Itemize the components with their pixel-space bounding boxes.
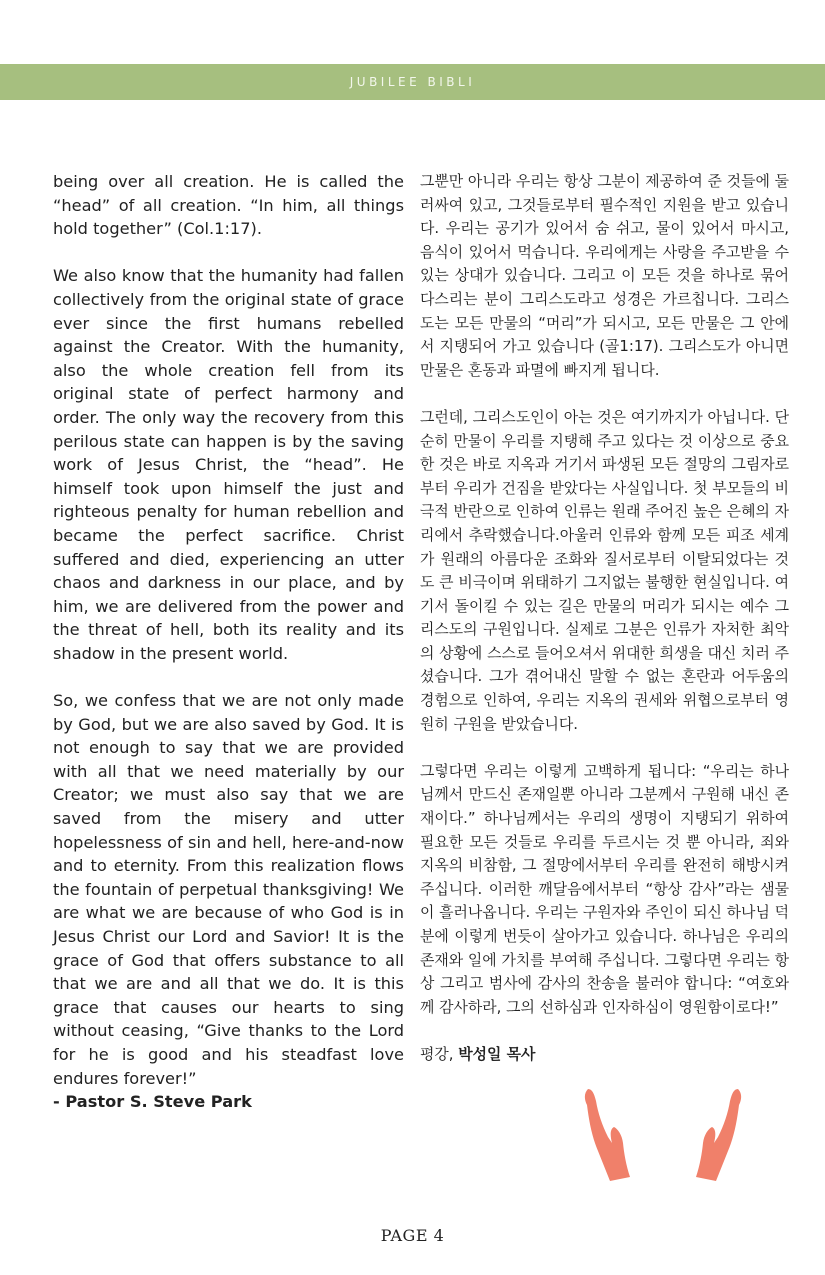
korean-signature-name: 박성일 목사	[458, 1044, 536, 1063]
newsletter-title: JUBILEE BIBLI	[349, 75, 476, 89]
right-hand-shape	[696, 1089, 741, 1181]
korean-paragraph-2: 그런데, 그리스도인이 아는 것은 여기까지가 아닙니다. 단순히 만물이 우리를 지탱해 주고 있다는 것 이상으로 중요한 것은 바로 지옥과 거기서 파생된 모든 절망의 그림자로부터 우리가 건짐을 받았다는 사실입니다. 첫 부모들의 비극적 반란으로 인하여 인류는 원래 주어진 높은 은혜의 자리에서 추락했습니다.아울러 인류와 함께 모든 피조 세계가 원래의 아름다운 조화와 질서로부터 이탈되었다는 것도 큰 비극이며 위태하기 그지없는 불행한 현실입니다. 여기서 돌이킬 수 있는 길은 만물의 머리가 되시는 예수 그리스도의 구원입니다. 실제로 그분은 인류가 자처한 최악의 상황에 스스로 들어오셔서 위대한 희생을 대신 치러 주셨습니다. 그가 겪어내신 말할 수 없는 혼란과 어두움의 경험으로 인하여, 우리는 지옥의 권세와 위협으로부터 영원히 구원을 받았습니다.	[420, 407, 789, 733]
english-signature: - Pastor S. Steve Park	[53, 1092, 252, 1112]
korean-column	[420, 170, 789, 1067]
header-band	[0, 64, 825, 100]
english-paragraph-2: We also know that the humanity had fallen collectively from the original state of grace ever since the first humans rebelled against the Creator. With the humanity, also the whole creation fell from its original state of perfect harmony and order. The only way the recovery from this perilous state can happen is by the saving work of Jesus Christ, the “head”. He himself took upon himself the just and righteous penalty for human rebellion and became the perfect sacrifice. Christ suffered and died, experiencing an utter chaos and darkness in our place, and by him, we are delivered from the power and the threat of hell, both its reality and its shadow in the present world.	[53, 266, 404, 663]
korean-paragraph-1: 그뿐만 아니라 우리는 항상 그분이 제공하여 준 것들에 둘러싸여 있고, 그것들로부터 필수적인 지원을 받고 있습니다. 우리는 공기가 있어서 숨 쉬고, 물이 있어서 마시고, 음식이 있어서 먹습니다. 우리에게는 사랑을 주고받을 수 있는 상대가 있습니다. 그리고 이 모든 것을 하나로 묶어 다스리는 분이 그리스도라고 성경은 가르칩니다. 그리스도는 모든 만물의 “머리”가 되시고, 모든 만물은 그 안에서 지탱되어 가고 있습니다 (골1:17). 그리스도가 아니면 만물은 혼동과 파멸에 빠지게 됩니다.	[420, 172, 789, 379]
english-paragraph-1: being over all creation. He is called the “head” of all creation. “In him, all things hold together” (Col.1:17).	[53, 172, 404, 239]
korean-signature	[420, 1043, 789, 1067]
english-paragraph-3: So, we confess that we are not only made by God, but we are also saved by God. It is not enough to say that we are provided with all that we need materially by our Creator; we must also say that we are saved from the misery and utter hopelessness of sin and hell, here-and-now and to eternity. From this realization flows the fountain of perpetual thanksgiving! We are what we are because of who God is in Jesus Christ our Lord and Savior! It is the grace of God that offers substance to all that we are and all that we do. It is this grace that causes our hearts to sing without ceasing, “Give thanks to the Lord for he is good and his steadfast love endures forever!”	[53, 691, 404, 1088]
korean-paragraph-3: 그렇다면 우리는 이렇게 고백하게 됩니다: “우리는 하나님께서 만드신 존재일뿐 아니라 그분께서 구원해 내신 존재이다.” 하나님께서는 우리의 생명이 지탱되기 위하여 필요한 모든 것들로 우리를 두르시는 것 뿐 아니라, 죄와 지옥의 비참함, 그 절망에서부터 우리를 완전히 해방시켜 주십니다. 이러한 깨달음에서부터 “항상 감사”라는 샘물이 흘러나옵니다. 우리는 구원자와 주인이 되신 하나님 덕분에 이렇게 번듯이 살아가고 있습니다. 하나님은 우리의 존재와 일에 가치를 부여해 주십니다. 그렇다면 우리는 항상 그리고 범사에 감사의 찬송을 불러야 합니다: “여호와께 감사하라, 그의 선하심과 인자하심이 영원함이로다!”	[420, 761, 789, 1016]
page-number: PAGE 4	[380, 1226, 445, 1245]
korean-signature-prefix: 평강,	[420, 1044, 459, 1063]
left-hand-shape	[585, 1089, 630, 1181]
praising-hands-icon	[578, 1085, 748, 1195]
english-column	[53, 170, 404, 1137]
